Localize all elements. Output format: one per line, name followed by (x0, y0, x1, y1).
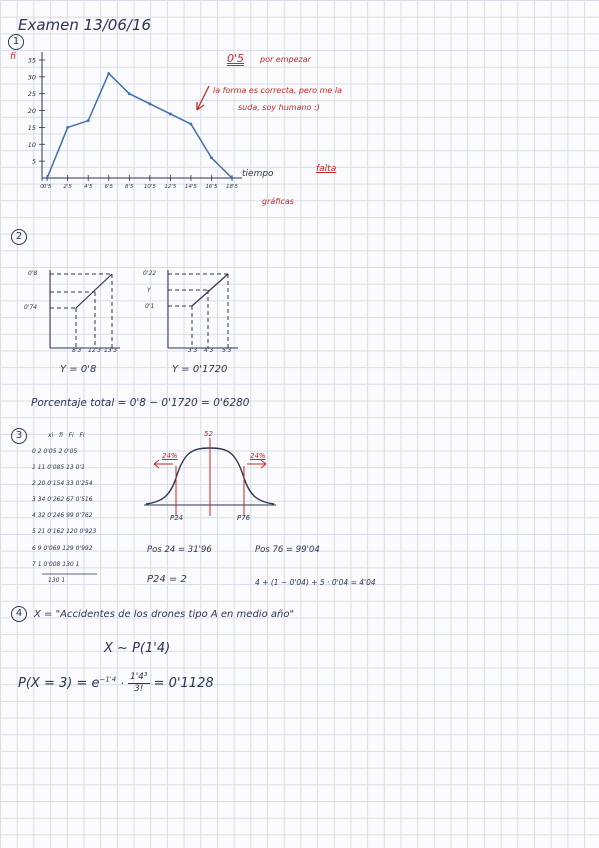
q4-calc-fraction: $\frac{\text{1'4³}}{3!}$ (129, 672, 148, 694)
table-row: 0 2 0'05 2 0'05 (32, 448, 78, 455)
y-tick-label: 30 (27, 73, 36, 82)
q2-right-ylabel-bottom: 0'1 (145, 303, 155, 310)
q3-p76-label: P76 (237, 514, 251, 522)
q3-normal-curve (140, 438, 280, 518)
x-tick-label: 16'5 (205, 184, 218, 190)
q3-p76-calc: 4 + (1 − 0'04) + 5 · 0'04 = 4'04 (255, 578, 376, 587)
x-tick-label: 0'5 (42, 184, 52, 190)
x-tick-label: 12'5 (164, 184, 177, 190)
q2-left-ylabel-top: 0'8 (28, 270, 38, 277)
x-tick-label: 6'5 (104, 184, 114, 190)
q3-p24-label: P24 (170, 514, 184, 522)
q1-missing-graphs: gráficas (262, 197, 294, 206)
q3-right-percent: 24% (250, 452, 266, 460)
q2-left-xlabel-2: 12'3 (88, 347, 102, 354)
question-number-3: 3 (11, 428, 27, 444)
data-point (128, 92, 131, 95)
q2-left-result: Y = 0'8 (60, 364, 97, 375)
q1-ylabel: fi (10, 52, 16, 62)
q4-distribution: X ~ P(1'4) (104, 641, 171, 656)
y-tick-label: 35 (27, 56, 36, 65)
q1-score-suffix: por empezar (260, 55, 311, 64)
q1-frequency-polygon (20, 50, 240, 190)
x-tick-label: 0 (40, 184, 44, 190)
table-row: 7 1 0'008 130 1 (32, 561, 80, 568)
y-tick-label: 20 (27, 107, 36, 116)
data-point (87, 119, 90, 122)
q2-percentage-total: Porcentaje total = 0'8 − 0'1720 = 0'6280 (31, 397, 250, 409)
q3-table-header: xi fi Fi Fi (48, 432, 85, 439)
table-row: 5 21 0'162 120 0'923 (32, 528, 97, 535)
q2-right-xlabel-3: 5'3 (222, 347, 232, 354)
q3-table-total: 130 1 (48, 577, 66, 584)
q3-center-label: 52 (204, 430, 213, 438)
x-tick-label: 8'5 (125, 184, 134, 190)
q3-pos76: Pos 76 = 99'04 (255, 545, 320, 555)
question-number-1: 1 (8, 34, 24, 50)
q4-calc-lhs: P(X = 3) = e (18, 676, 100, 691)
page-title: Examen 13/06/16 (18, 16, 152, 34)
data-point (210, 156, 213, 159)
q2-right-ylabel-mid: Y (147, 287, 151, 294)
q4-calc-exponent: −1'4 (99, 675, 117, 684)
data-point (148, 102, 151, 105)
y-tick-label: 25 (27, 90, 36, 99)
q4-definition: X = "Accidentes de los drones tipo A en medio año" (34, 609, 295, 620)
table-row: 2 20 0'154 33 0'254 (32, 480, 93, 487)
q1-comment-line1: la forma es correcta, pero me la (213, 86, 342, 95)
data-point (190, 123, 193, 126)
data-point (66, 126, 69, 129)
q3-left-percent: 24% (162, 452, 178, 460)
q1-comment-line2: suda, soy humano :) (238, 103, 320, 112)
q1-missing: falta (316, 164, 337, 174)
q2-right-result: Y = 0'1720 (172, 364, 228, 375)
data-point (231, 177, 234, 180)
table-row: 1 11 0'085 13 0'1 (32, 464, 85, 471)
q2-right-xlabel-2: 4'3 (204, 347, 214, 354)
y-tick-label: 5 (31, 157, 36, 166)
y-tick-label: 10 (27, 140, 36, 149)
data-point (107, 72, 110, 75)
data-point (169, 113, 172, 116)
q2-left-ogive (40, 268, 150, 358)
x-tick-label: 10'5 (143, 184, 156, 190)
x-tick-label: 4'5 (83, 184, 93, 190)
data-point (46, 177, 49, 180)
q1-comment-arrow (193, 84, 213, 114)
x-tick-label: 2'5 (63, 184, 72, 190)
x-tick-label: 18'5 (225, 184, 239, 190)
q1-score: 0'5 (227, 52, 245, 65)
q4-calculation: $P(X = 3) = e^{-1'4}$ · $\frac{\text{1'4³}}{3!}$ = 0'1128 (18, 672, 214, 694)
table-row: 6 9 0'069 129 0'992 (32, 545, 93, 552)
q2-right-xlabel-1: 3'3 (188, 347, 198, 354)
q3-p24-value: P24 = 2 (147, 574, 187, 585)
table-row: 3 34 0'262 67 0'516 (32, 496, 93, 503)
q2-left-xlabel-3: 13'3 (104, 347, 118, 354)
table-row: 4 32 0'246 99 0'762 (32, 512, 93, 519)
q2-left-ylabel-bottom: 0'74 (24, 304, 38, 311)
question-number-4: 4 (11, 606, 27, 622)
q2-right-ylabel-top: 0'22 (143, 270, 157, 277)
y-tick-label: 15 (27, 123, 36, 132)
q4-calc-result: = 0'1128 (153, 676, 214, 691)
q2-left-xlabel-1: 8'3 (72, 347, 82, 354)
q3-pos24: Pos 24 = 31'96 (147, 545, 212, 555)
x-tick-label: 14'5 (184, 184, 197, 190)
q2-right-ogive (158, 268, 268, 358)
q1-xlabel: tiempo (242, 169, 274, 179)
question-number-2: 2 (11, 229, 27, 245)
